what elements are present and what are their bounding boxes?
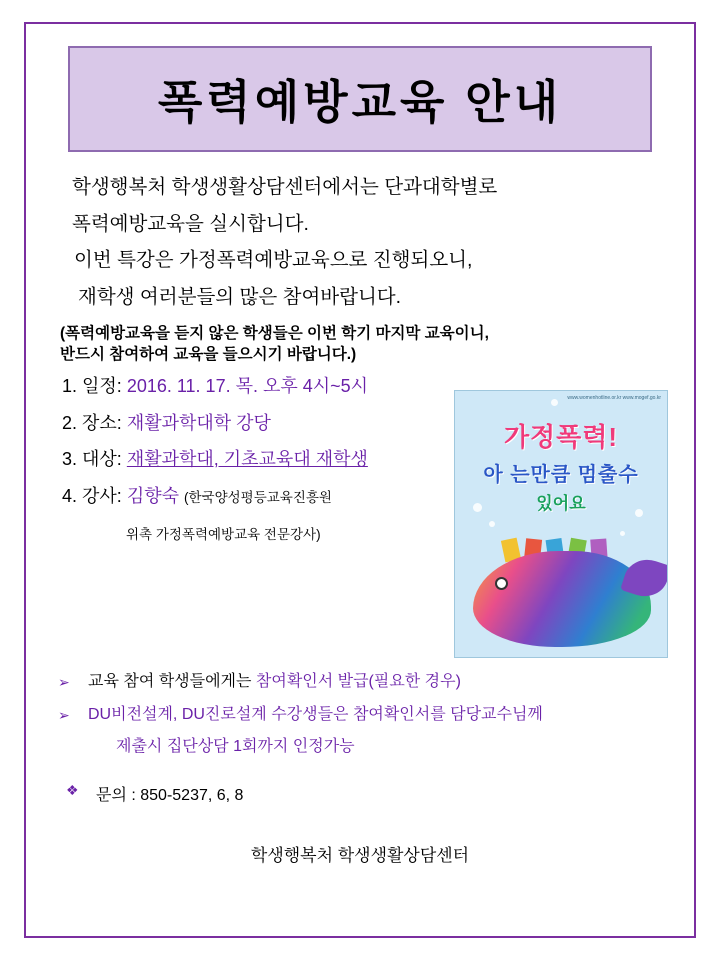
item-label-2: 장소: [82, 412, 122, 433]
whale-icon [473, 551, 651, 647]
item-value-4-paren: (한국양성평등교육진흥원 [184, 489, 332, 505]
intro-line-4: 재학생 여러분들의 많은 참여바랍니다. [78, 285, 402, 308]
diamond-icon: ❖ [66, 782, 79, 799]
intro-line-1: 학생행복처 학생생활상담센터에서는 단과대학별로 [72, 176, 498, 198]
page-title: 폭력예방교육 안내 [157, 76, 563, 128]
bullet-continuation: 제출시 집단상담 1회까지 인정가능 [116, 738, 355, 756]
note-line-2: 반드시 참여하여 교육을 들으시기 바랍니다.) [60, 345, 357, 363]
bubble-icon [551, 399, 558, 406]
note-line-1: (폭력예방교육을 듣지 않은 학생들은 이번 학기 마지막 교육이니, [60, 325, 489, 342]
footer-organization: 학생행복처 학생생활상담센터 [250, 846, 470, 866]
item-value-4: 김향숙 [126, 485, 179, 506]
item-value-4-subline: 위촉 가정폭력예방교육 전문강사) [126, 526, 321, 542]
item-label-4: 강사: [82, 485, 122, 506]
campaign-poster-image [454, 390, 668, 658]
intro-block [50, 178, 670, 307]
list-item [62, 376, 482, 397]
bullet-item [58, 672, 670, 693]
poster-headline [455, 417, 667, 514]
bullet-item [58, 705, 670, 726]
bubble-icon [473, 503, 482, 512]
whale-eye-icon [495, 577, 508, 590]
item-number-2: 2. [62, 412, 78, 433]
bullet-text [88, 672, 461, 693]
poster-line-1: 가정폭력! [503, 421, 619, 452]
bubble-icon [635, 509, 643, 517]
bullet-text-accent: 참여확인서 발급(필요한 경우) [255, 672, 461, 690]
list-item [62, 413, 482, 434]
title-box [68, 46, 652, 152]
arrow-icon: ➢ [58, 673, 70, 690]
item-label-3: 대상: [82, 449, 122, 470]
item-number-4: 4. [62, 485, 78, 506]
item-label-1: 일정: [82, 375, 122, 396]
item-value-2: 재활과학대학 강당 [126, 412, 271, 433]
poster-url-text: www.womenhotline.or.kr www.mogef.go.kr [567, 394, 661, 401]
details-and-poster [50, 376, 670, 644]
poster-line-3: 있어요 [536, 493, 586, 513]
item-number-1: 1. [62, 375, 78, 396]
arrow-icon: ➢ [58, 706, 70, 723]
item-number-3: 3. [62, 449, 78, 470]
intro-line-3: 이번 특강은 가정폭력예방교육으로 진행되오니, [74, 249, 473, 271]
poster-line-2: 아 는만큼 멈출수 [483, 463, 639, 486]
bubble-icon [620, 531, 625, 536]
bullet-text-accent-2: 참여확인서를 담당교수님께 [352, 705, 543, 723]
bullet-text-plain: 교육 참여 학생들에게는 [88, 672, 256, 690]
detail-list [50, 376, 482, 543]
bullet-block [50, 672, 670, 806]
bubble-icon [489, 521, 495, 527]
item-value-1: 2016. 11. 17. 목. 오후 4시~5시 [126, 375, 369, 396]
item-value-3: 재활과학대, 기초교육대 재학생 [126, 449, 368, 470]
contact-text: 문의 : 850-5237, 6, 8 [96, 787, 244, 805]
intro-line-2: 폭력예방교육을 실시합니다. [72, 212, 309, 235]
poster-content [24, 22, 696, 938]
bullet-text [88, 705, 543, 726]
note-block [50, 324, 670, 366]
list-item [62, 486, 482, 507]
list-item [62, 449, 482, 470]
contact-row [58, 782, 670, 805]
bullet-text-accent: DU비전설계, DU진로설계 수강생들은 [88, 705, 353, 723]
